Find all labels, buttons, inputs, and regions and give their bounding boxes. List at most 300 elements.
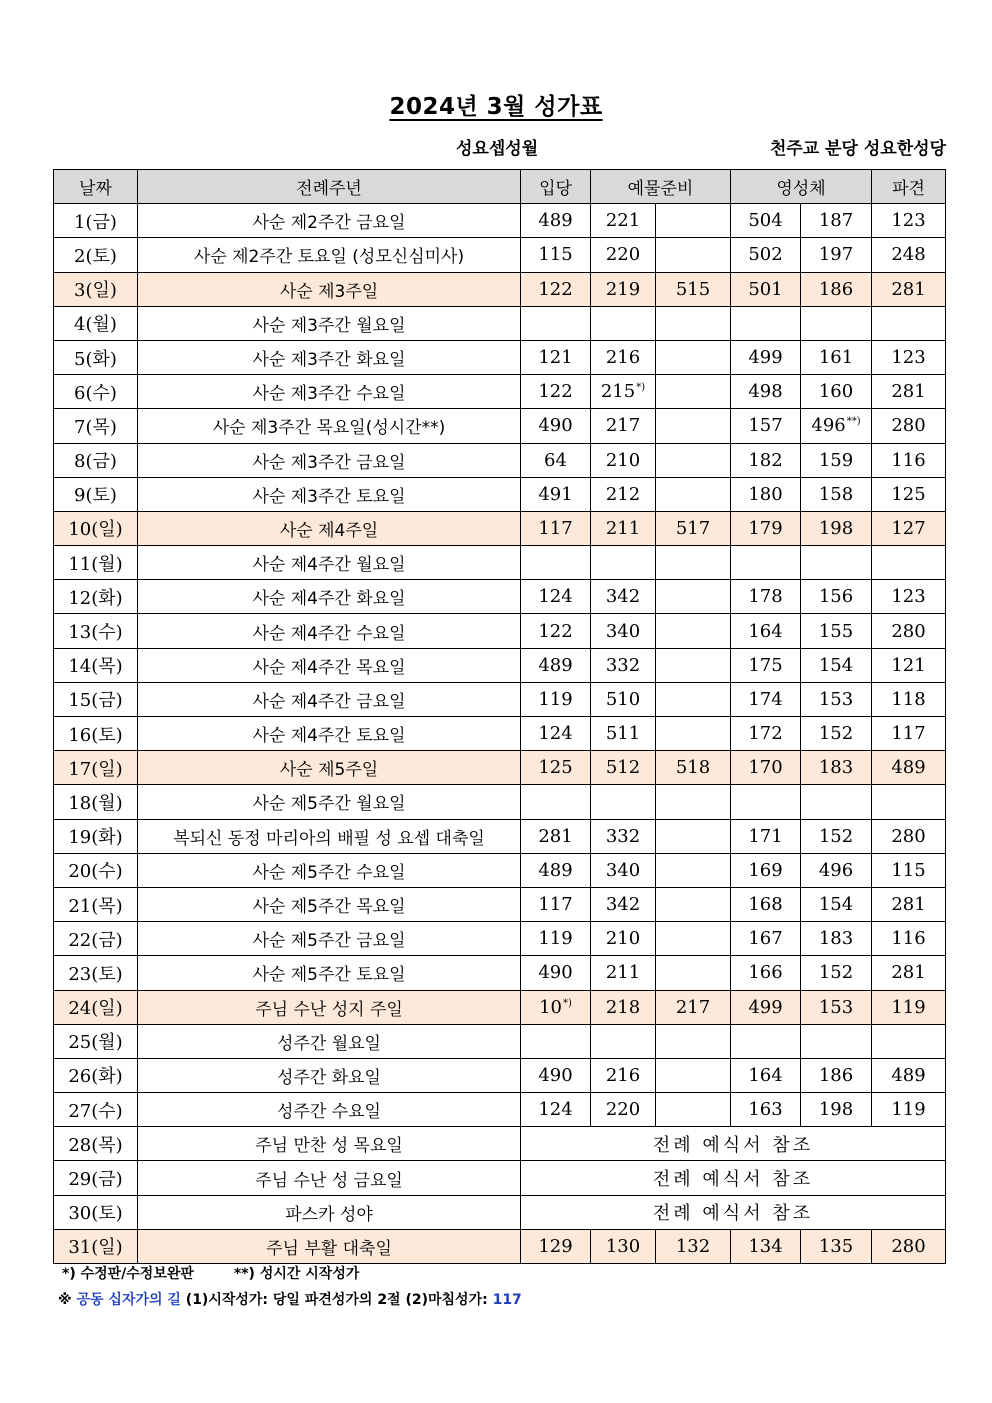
table-row	[54, 238, 946, 272]
cell	[138, 1093, 521, 1127]
cell	[54, 785, 138, 819]
cell-c1: 124	[538, 1099, 573, 1121]
cell	[656, 443, 731, 477]
cell	[801, 409, 872, 443]
cell-c2: 511	[605, 723, 641, 745]
cell-liturgy: 사순 제5주일	[279, 760, 379, 781]
cell	[656, 614, 731, 648]
stations-closing-hymn: 117	[492, 1292, 522, 1308]
cell	[591, 375, 656, 409]
cell	[872, 1024, 946, 1058]
cell	[872, 340, 946, 374]
cell	[656, 853, 731, 887]
cell-liturgy: 주님 부활 대축일	[266, 1238, 392, 1259]
cell	[54, 477, 138, 511]
cell-liturgy: 사순 제5주간 수요일	[252, 862, 406, 883]
cell-c6: 116	[891, 449, 926, 471]
cell-c6: 119	[891, 996, 926, 1018]
cell	[656, 1058, 731, 1092]
cell	[872, 1093, 946, 1127]
cell	[138, 204, 521, 238]
cell	[521, 717, 591, 751]
table-row	[54, 443, 946, 477]
cell	[801, 1058, 872, 1092]
cell	[591, 922, 656, 956]
cell-date: 25(월)	[68, 1032, 123, 1054]
cell	[872, 922, 946, 956]
cell	[801, 887, 872, 921]
cell	[801, 1093, 872, 1127]
cell	[138, 751, 521, 785]
cell-c5: 198	[818, 517, 854, 539]
cell	[521, 1058, 591, 1092]
cell	[521, 1229, 591, 1263]
cell	[872, 375, 946, 409]
cell-c4: 166	[748, 962, 783, 984]
cell-liturgy: 사순 제4주간 월요일	[252, 555, 406, 576]
cell	[591, 477, 656, 511]
cell	[54, 204, 138, 238]
cell-c6: 119	[891, 1099, 926, 1121]
cell-c2: 212	[605, 483, 641, 505]
cell-c4: 180	[748, 483, 783, 505]
cell-liturgy: 사순 제4주간 토요일	[252, 726, 406, 747]
cell	[54, 443, 138, 477]
cell	[521, 272, 591, 306]
table-row	[54, 375, 946, 409]
cell	[731, 238, 801, 272]
cell-date: 9(토)	[74, 485, 117, 507]
cell	[591, 990, 656, 1024]
cell-c4: 134	[748, 1235, 783, 1257]
cell	[54, 1024, 138, 1058]
cell	[656, 1024, 731, 1058]
cell	[872, 1229, 946, 1263]
cell	[138, 819, 521, 853]
cell-c4: 167	[748, 928, 783, 950]
cell-c6: 123	[891, 586, 926, 608]
cell-c1: 489	[538, 654, 573, 676]
footnote-revised: *) 수정판/수정보완판	[62, 1266, 194, 1282]
cell	[521, 375, 591, 409]
cell-date: 18(월)	[68, 792, 123, 814]
cell	[656, 477, 731, 511]
cell-merged: 전례 예식서 참조	[652, 1203, 814, 1225]
cell	[138, 443, 521, 477]
table-row	[54, 511, 946, 545]
cell	[521, 887, 591, 921]
cell-c5: 158	[818, 483, 854, 505]
cell-c2: 340	[605, 859, 641, 881]
cell-date: 1(금)	[74, 211, 117, 233]
cell	[591, 785, 656, 819]
cell	[731, 1024, 801, 1058]
table-row	[54, 717, 946, 751]
cell-c2: 221	[605, 210, 641, 232]
cell	[656, 887, 731, 921]
cell-c4: 170	[748, 757, 783, 779]
cell-c2: 211	[605, 962, 641, 984]
cell-c4: 179	[748, 517, 783, 539]
cell	[138, 1195, 521, 1229]
page-title-wrap	[0, 88, 992, 121]
cell	[138, 1024, 521, 1058]
cell	[591, 238, 656, 272]
cell-c2: 217	[605, 415, 641, 437]
cell	[872, 751, 946, 785]
cell	[591, 1229, 656, 1263]
footnote-mark: *)	[636, 382, 646, 394]
cell	[801, 511, 872, 545]
cell	[54, 306, 138, 340]
cell	[521, 1161, 946, 1195]
cell-date: 7(목)	[74, 416, 117, 438]
table-row	[54, 1229, 946, 1263]
cell	[54, 1229, 138, 1263]
cell-date: 10(일)	[68, 519, 123, 541]
cell	[731, 375, 801, 409]
cell-c5: 161	[818, 347, 854, 369]
cell-c2: 216	[605, 1064, 641, 1086]
cell-c1: 119	[538, 688, 573, 710]
cell-c1: 117	[538, 894, 573, 916]
cell	[801, 375, 872, 409]
cell-c2: 130	[605, 1235, 641, 1257]
cell	[731, 204, 801, 238]
cell	[138, 1229, 521, 1263]
cell	[138, 853, 521, 887]
cell	[591, 1093, 656, 1127]
cell	[801, 717, 872, 751]
cell	[138, 580, 521, 614]
cell	[54, 238, 138, 272]
cell-c2: 218	[605, 996, 641, 1018]
cell	[138, 1127, 521, 1161]
cell	[138, 511, 521, 545]
cell-c1: 115	[538, 244, 573, 266]
cell-c6: 118	[891, 688, 926, 710]
cell	[138, 272, 521, 306]
cell	[731, 580, 801, 614]
cell	[591, 819, 656, 853]
cell-liturgy: 사순 제3주간 금요일	[252, 452, 406, 473]
cell	[54, 375, 138, 409]
cell-c5: 496	[811, 415, 846, 437]
cell-c6: 123	[891, 347, 926, 369]
table-row	[54, 956, 946, 990]
cell	[656, 511, 731, 545]
cell-c5: 154	[818, 654, 854, 676]
cell	[54, 751, 138, 785]
cell	[591, 306, 656, 340]
cell	[731, 682, 801, 716]
cell	[656, 409, 731, 443]
cell-c2: 340	[605, 620, 641, 642]
cell	[521, 990, 591, 1024]
cell	[801, 648, 872, 682]
cell-c4: 182	[748, 449, 783, 471]
cell-c3: 517	[675, 517, 711, 539]
cell	[54, 990, 138, 1024]
cell-c5: 197	[818, 244, 854, 266]
cell	[138, 682, 521, 716]
table-row	[54, 751, 946, 785]
cell	[54, 922, 138, 956]
cell	[138, 717, 521, 751]
cell-c2: 210	[605, 449, 641, 471]
cell	[54, 614, 138, 648]
cell-c1: 121	[538, 347, 573, 369]
cell-c1: 122	[538, 381, 573, 403]
cell-liturgy: 사순 제4주일	[279, 520, 379, 541]
cell	[521, 1127, 946, 1161]
cell	[872, 443, 946, 477]
cell-date: 21(목)	[68, 895, 123, 917]
cell	[731, 614, 801, 648]
cell-date: 31(일)	[68, 1237, 123, 1259]
cell	[872, 956, 946, 990]
cell-date: 14(목)	[68, 656, 123, 678]
cell-c6: 281	[891, 381, 926, 403]
cell-date: 27(수)	[68, 1100, 123, 1122]
cell-date: 16(토)	[68, 724, 123, 746]
cell	[801, 785, 872, 819]
cell	[656, 922, 731, 956]
cell	[54, 1058, 138, 1092]
cell-date: 15(금)	[68, 690, 123, 712]
cell	[591, 340, 656, 374]
cell-liturgy: 사순 제3주일	[279, 281, 379, 302]
table-row	[54, 887, 946, 921]
cell	[801, 1024, 872, 1058]
header-liturgy: 전례주년	[138, 170, 521, 204]
cell-c1: 64	[544, 449, 567, 471]
cell	[591, 409, 656, 443]
cell	[801, 272, 872, 306]
cell-c4: 504	[748, 210, 783, 232]
cell	[54, 819, 138, 853]
cell-date: 29(금)	[68, 1169, 123, 1191]
cell-c4: 499	[748, 996, 783, 1018]
cell-c4: 168	[748, 894, 783, 916]
cell	[521, 340, 591, 374]
cell-c5: 153	[818, 996, 854, 1018]
cell	[54, 887, 138, 921]
cell	[656, 1229, 731, 1263]
cell-date: 24(일)	[68, 998, 123, 1020]
cell-c4: 164	[748, 620, 783, 642]
cell-date: 20(수)	[68, 861, 123, 883]
hymn-table	[53, 169, 946, 1264]
cell	[138, 546, 521, 580]
cell-date: 5(화)	[74, 348, 117, 370]
cell	[54, 853, 138, 887]
cell-c5: 187	[818, 210, 854, 232]
cell-c6: 125	[891, 483, 926, 505]
cell	[54, 409, 138, 443]
cell	[138, 648, 521, 682]
cell	[138, 614, 521, 648]
cell-liturgy: 사순 제5주간 토요일	[252, 965, 406, 986]
cell-c5: 135	[818, 1235, 854, 1257]
cell-c6: 248	[891, 244, 926, 266]
cell	[731, 887, 801, 921]
stations-text: (1)시작성가: 당일 파견성가의 2절 (2)마침성가:	[185, 1292, 488, 1308]
cell	[872, 785, 946, 819]
cell-c4: 163	[748, 1099, 783, 1121]
cell-c2: 342	[605, 894, 641, 916]
cell	[656, 306, 731, 340]
cell-c5: 198	[818, 1099, 854, 1121]
cell-c2: 510	[605, 688, 641, 710]
cell	[138, 1058, 521, 1092]
cell	[54, 1093, 138, 1127]
cell	[801, 580, 872, 614]
cell	[138, 238, 521, 272]
stations-name: 공동 십자가의 길	[76, 1292, 181, 1308]
cell-c4: 174	[748, 688, 783, 710]
cell	[591, 853, 656, 887]
month-patron: 성요셉성월	[456, 139, 539, 159]
cell	[872, 238, 946, 272]
cell	[801, 340, 872, 374]
table-row	[54, 682, 946, 716]
cell-c6: 281	[891, 278, 926, 300]
cell-c2: 215	[600, 381, 636, 403]
table-row	[54, 477, 946, 511]
cell-c4: 502	[748, 244, 783, 266]
cell	[656, 204, 731, 238]
cell-c6: 117	[891, 723, 926, 745]
cell	[591, 1058, 656, 1092]
cell-liturgy: 주님 수난 성 금요일	[255, 1170, 403, 1191]
cell-c6: 280	[891, 1235, 926, 1257]
cell	[801, 204, 872, 238]
cell-c6: 121	[891, 654, 926, 676]
cell-date: 30(토)	[68, 1203, 123, 1225]
cell-liturgy: 파스카 성야	[285, 1204, 373, 1225]
cell	[872, 409, 946, 443]
cell-date: 3(일)	[74, 280, 117, 302]
cell	[521, 853, 591, 887]
cell-c5: 186	[818, 278, 854, 300]
cell-date: 23(토)	[68, 963, 123, 985]
cell	[521, 409, 591, 443]
cell-liturgy: 사순 제2주간 금요일	[252, 213, 406, 234]
cell	[731, 511, 801, 545]
cell	[656, 751, 731, 785]
cell	[591, 887, 656, 921]
cell-liturgy: 사순 제3주간 화요일	[252, 350, 406, 371]
cell	[731, 853, 801, 887]
cell	[591, 204, 656, 238]
cell-liturgy: 사순 제3주간 토요일	[252, 486, 406, 507]
cell-liturgy: 성주간 월요일	[277, 1033, 381, 1054]
cell	[656, 375, 731, 409]
cell	[801, 477, 872, 511]
cell-liturgy: 사순 제4주간 목요일	[252, 657, 406, 678]
cell	[731, 306, 801, 340]
cell	[731, 819, 801, 853]
cell	[521, 580, 591, 614]
footnote-mark: *)	[563, 997, 572, 1009]
cell-c5: 159	[818, 449, 854, 471]
cell	[731, 546, 801, 580]
cell	[54, 340, 138, 374]
cell-c3: 132	[675, 1235, 711, 1257]
cell	[521, 922, 591, 956]
cell	[872, 511, 946, 545]
cell	[591, 511, 656, 545]
cell-date: 26(화)	[68, 1066, 123, 1088]
parish-name: 천주교 분당 성요한성당	[769, 139, 946, 159]
cell	[521, 956, 591, 990]
cell-date: 4(월)	[74, 314, 117, 336]
header-dismissal: 파견	[872, 170, 946, 204]
cell	[801, 751, 872, 785]
cell	[591, 1024, 656, 1058]
cell-c1: 489	[538, 210, 573, 232]
cell-c2: 342	[605, 586, 641, 608]
cell-c5: 156	[818, 586, 854, 608]
cell-date: 6(수)	[74, 382, 117, 404]
cell-c1: 125	[538, 757, 573, 779]
cell	[521, 511, 591, 545]
cell-c1: 119	[538, 928, 573, 950]
cell-c4: 171	[748, 825, 783, 847]
cell-c4: 498	[748, 381, 783, 403]
cell-date: 8(금)	[74, 451, 117, 473]
cell	[521, 1195, 946, 1229]
cell	[591, 682, 656, 716]
cell	[521, 204, 591, 238]
cell-date: 2(토)	[74, 245, 117, 267]
cell	[138, 477, 521, 511]
cell	[801, 922, 872, 956]
cell	[54, 580, 138, 614]
cell	[872, 853, 946, 887]
cell	[801, 546, 872, 580]
cell-c5: 160	[818, 381, 854, 403]
cell	[521, 306, 591, 340]
cell-c6: 489	[891, 757, 926, 779]
cell	[872, 887, 946, 921]
table-row	[54, 1195, 946, 1229]
cell-c6: 280	[891, 620, 926, 642]
cell-c6: 280	[891, 825, 926, 847]
cell	[521, 546, 591, 580]
cell-c1: 117	[538, 517, 573, 539]
cell-c5: 152	[818, 825, 854, 847]
cell-c1: 10	[539, 996, 562, 1018]
cell-c1: 490	[538, 962, 573, 984]
cell	[731, 443, 801, 477]
cell	[731, 648, 801, 682]
cell-c4: 172	[748, 723, 783, 745]
table-row	[54, 648, 946, 682]
cell	[521, 785, 591, 819]
cell	[731, 409, 801, 443]
cell-c3: 217	[675, 996, 711, 1018]
cell-c2: 211	[605, 517, 641, 539]
cell	[521, 1024, 591, 1058]
table-row	[54, 990, 946, 1024]
cell	[731, 990, 801, 1024]
cell	[801, 1229, 872, 1263]
cell-liturgy: 사순 제4주간 금요일	[252, 691, 406, 712]
cell	[656, 819, 731, 853]
cell	[521, 648, 591, 682]
